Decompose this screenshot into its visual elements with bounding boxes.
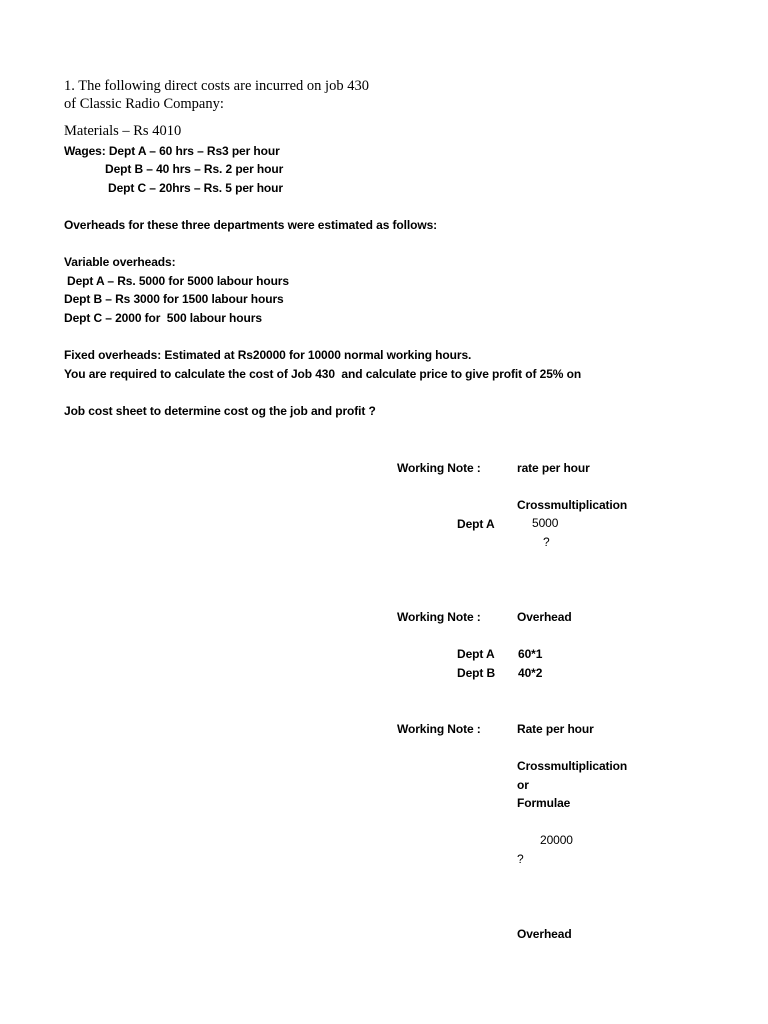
wages-dept-b-line: Dept B – 40 hrs – Rs. 2 per hour [105, 162, 284, 176]
working-note-3-formulae: Formulae [517, 796, 571, 810]
materials-line: Materials – Rs 4010 [64, 123, 182, 139]
variable-overheads-heading: Variable overheads: [64, 255, 176, 269]
working-note-3-or: or [517, 778, 529, 792]
working-note-3-method: Crossmultiplication [517, 759, 628, 773]
wages-dept-c-line: Dept C – 20hrs – Rs. 5 per hour [108, 181, 283, 195]
working-note-1-value: 5000 [532, 516, 559, 530]
working-note-2-heading: Overhead [517, 610, 572, 624]
working-note-1-dept: Dept A [457, 517, 495, 531]
overheads-intro-line: Overheads for these three departments were estimated as follows: [64, 218, 438, 232]
requirement-line: You are required to calculate the cost of Job 430 and calculate price to give profit of 25% on [64, 367, 582, 381]
working-note-2-dept-b: Dept B [457, 666, 496, 680]
variable-overheads-dept-b: Dept B – Rs 3000 for 1500 labour hours [64, 292, 284, 306]
working-note-2-calc-b: 40*2 [518, 666, 543, 680]
fixed-overheads-line: Fixed overheads: Estimated at Rs20000 for 10000 normal working hours. [64, 348, 472, 362]
working-note-3-heading: Rate per hour [517, 722, 594, 736]
working-note-2-dept-a: Dept A [457, 647, 495, 661]
working-note-1-heading: rate per hour [517, 461, 590, 475]
working-note-1-unknown: ? [543, 535, 550, 549]
variable-overheads-dept-a: Dept A – Rs. 5000 for 5000 labour hours [67, 274, 289, 288]
job-cost-sheet-question: Job cost sheet to determine cost og the job and profit ? [64, 404, 376, 418]
wages-dept-a-line: Wages: Dept A – 60 hrs – Rs3 per hour [64, 144, 280, 158]
working-note-1-method: Crossmultiplication [517, 498, 628, 512]
working-note-2-calc-a: 60*1 [518, 647, 543, 661]
working-note-3-label: Working Note : [397, 722, 481, 736]
working-note-3-value: 20000 [540, 833, 573, 847]
question-intro-line-2: of Classic Radio Company: [64, 96, 224, 112]
working-note-1-label: Working Note : [397, 461, 481, 475]
working-note-3-footer: Overhead [517, 927, 572, 941]
question-intro-line-1: 1. The following direct costs are incurred on job 430 [64, 78, 369, 94]
working-note-3-unknown: ? [517, 852, 524, 866]
working-note-2-label: Working Note : [397, 610, 481, 624]
variable-overheads-dept-c: Dept C – 2000 for 500 labour hours [64, 311, 262, 325]
